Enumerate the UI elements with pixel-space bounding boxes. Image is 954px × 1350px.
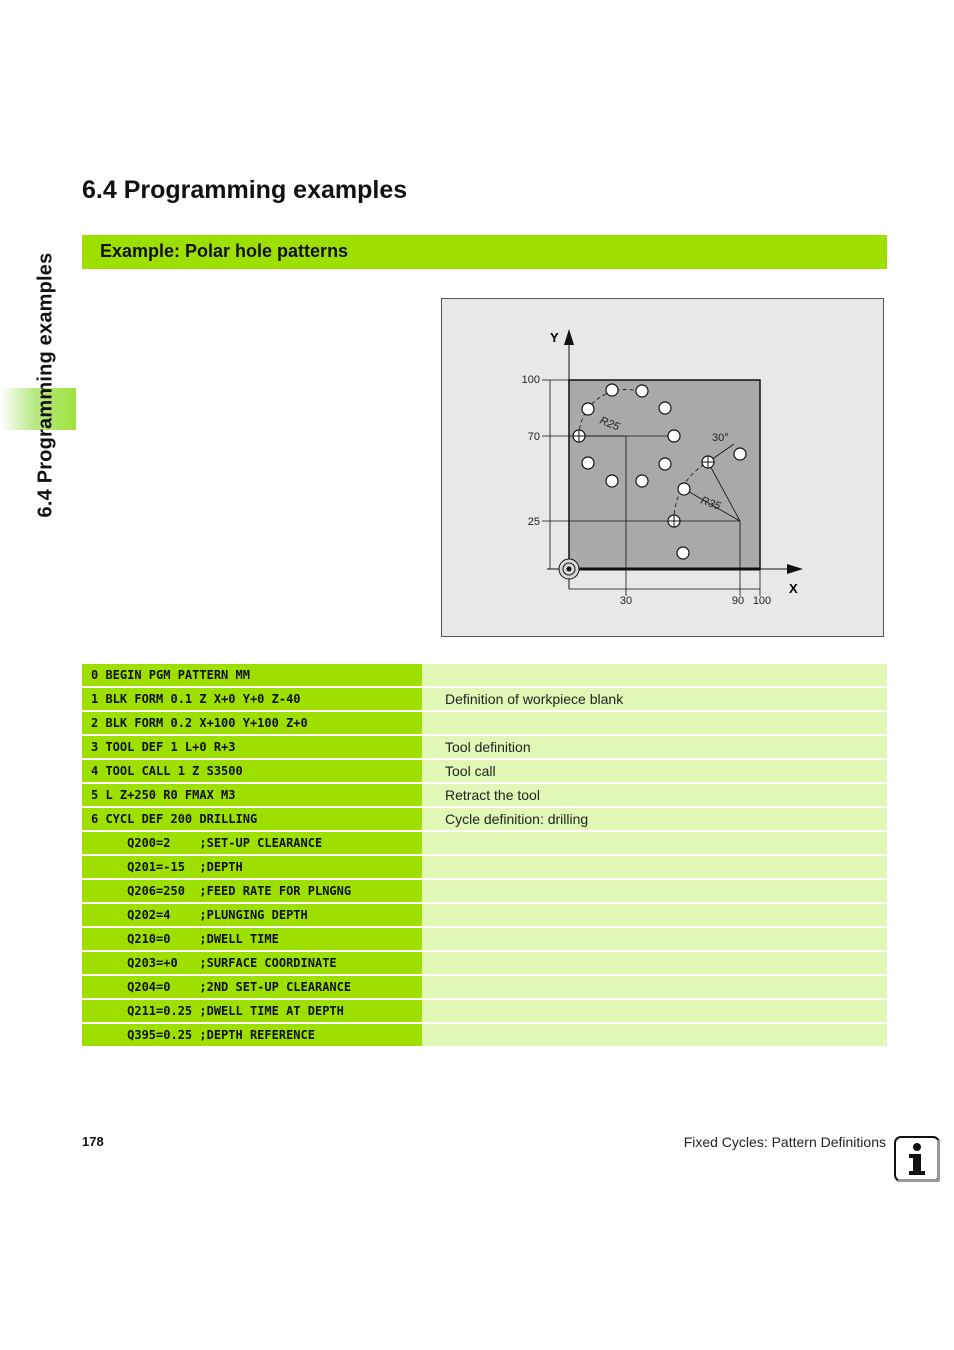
x-axis-arrow xyxy=(787,564,803,574)
program-comment: Tool call xyxy=(422,760,887,782)
program-row xyxy=(82,1000,887,1024)
program-code: 5 L Z+250 R0 FMAX M3 xyxy=(82,784,422,806)
x-axis-label: X xyxy=(789,581,798,596)
side-chapter-title: 6.4 Programming examples xyxy=(34,252,57,518)
program-comment xyxy=(422,904,887,926)
program-row xyxy=(82,1024,887,1048)
program-row xyxy=(82,712,887,736)
section-title: 6.4 Programming examples xyxy=(82,176,408,204)
program-row xyxy=(82,832,887,856)
polar-hole-pattern-figure xyxy=(441,298,884,637)
technical-drawing xyxy=(442,299,885,638)
info-icon xyxy=(892,1134,942,1184)
program-code: Q201=-15 ;DEPTH xyxy=(82,856,422,878)
program-code: Q200=2 ;SET-UP CLEARANCE xyxy=(82,832,422,854)
program-row xyxy=(82,760,887,784)
program-row xyxy=(82,808,887,832)
program-comment xyxy=(422,664,887,686)
y-axis-arrow xyxy=(564,329,574,345)
nc-program-table xyxy=(82,664,887,1048)
program-code: 2 BLK FORM 0.2 X+100 Y+100 Z+0 xyxy=(82,712,422,734)
program-comment xyxy=(422,832,887,854)
program-code: Q204=0 ;2ND SET-UP CLEARANCE xyxy=(82,976,422,998)
program-code: Q206=250 ;FEED RATE FOR PLNGNG xyxy=(82,880,422,902)
program-comment xyxy=(422,928,887,950)
x-tick-label: 100 xyxy=(752,595,772,607)
program-code: 0 BEGIN PGM PATTERN MM xyxy=(82,664,422,686)
program-code: Q210=0 ;DWELL TIME xyxy=(82,928,422,950)
program-comment xyxy=(422,952,887,974)
program-comment xyxy=(422,976,887,998)
program-comment xyxy=(422,1024,887,1046)
x-tick-label: 90 xyxy=(731,595,745,607)
program-row xyxy=(82,904,887,928)
program-comment xyxy=(422,880,887,902)
program-row xyxy=(82,880,887,904)
y-axis-label: Y xyxy=(550,330,559,345)
page-number: 178 xyxy=(82,1134,104,1149)
program-row xyxy=(82,784,887,808)
program-code: Q395=0.25 ;DEPTH REFERENCE xyxy=(82,1024,422,1046)
program-code: Q203=+0 ;SURFACE COORDINATE xyxy=(82,952,422,974)
program-code: 6 CYCL DEF 200 DRILLING xyxy=(82,808,422,830)
program-comment: Tool definition xyxy=(422,736,887,758)
program-comment xyxy=(422,712,887,734)
program-row xyxy=(82,976,887,1000)
chapter-footer: Fixed Cycles: Pattern Definitions xyxy=(683,1134,886,1150)
program-comment xyxy=(422,856,887,878)
program-code: Q202=4 ;PLUNGING DEPTH xyxy=(82,904,422,926)
y-tick-label: 25 xyxy=(527,516,540,528)
y-tick-label: 70 xyxy=(527,431,540,443)
program-code: 4 TOOL CALL 1 Z S3500 xyxy=(82,760,422,782)
program-row xyxy=(82,928,887,952)
program-comment: Retract the tool xyxy=(422,784,887,806)
program-comment xyxy=(422,1000,887,1022)
example-title: Example: Polar hole patterns xyxy=(100,241,349,261)
radius-r35-label: R35 xyxy=(698,494,723,513)
program-code: Q211=0.25 ;DWELL TIME AT DEPTH xyxy=(82,1000,422,1022)
program-code: 1 BLK FORM 0.1 Z X+0 Y+0 Z-40 xyxy=(82,688,422,710)
radius-r25-label: R25 xyxy=(597,414,622,434)
program-row xyxy=(82,952,887,976)
program-row xyxy=(82,736,887,760)
program-row xyxy=(82,664,887,688)
x-tick-label: 30 xyxy=(619,595,633,607)
angle-label: 30° xyxy=(712,432,729,444)
program-comment: Cycle definition: drilling xyxy=(422,808,887,830)
program-row xyxy=(82,856,887,880)
y-tick-label: 100 xyxy=(521,374,540,386)
program-code: 3 TOOL DEF 1 L+0 R+3 xyxy=(82,736,422,758)
example-header-bar xyxy=(82,235,887,269)
program-row xyxy=(82,688,887,712)
program-comment: Definition of workpiece blank xyxy=(422,688,887,710)
